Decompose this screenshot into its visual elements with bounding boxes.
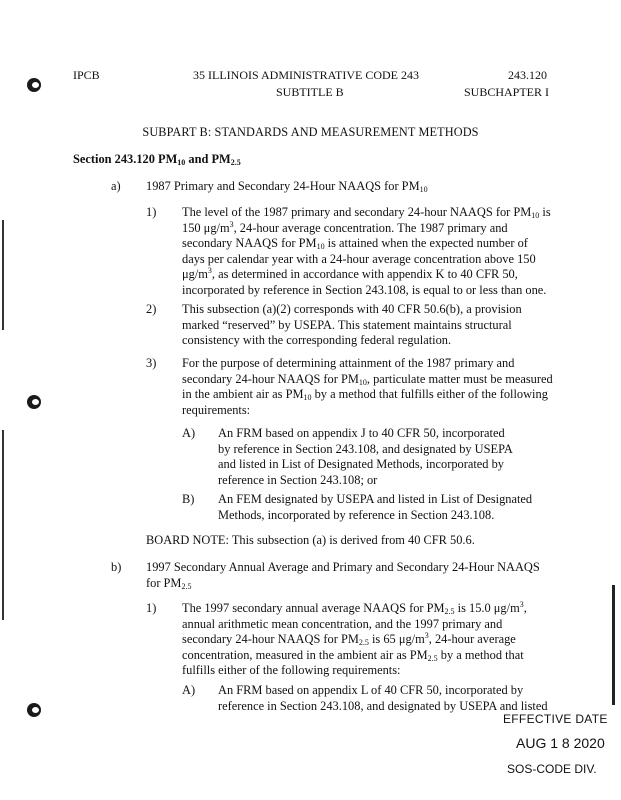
paragraph-a1-label: 1): [146, 205, 157, 219]
punch-hole-bottom: [27, 703, 41, 717]
paragraph-a3-label: 3): [146, 356, 157, 370]
item-b1A-label: A): [182, 683, 196, 697]
paragraph-a2-label: 2): [146, 302, 157, 316]
header-agency: IPCB: [73, 68, 100, 82]
paragraph-a3-text: For the purpose of determining attainment of the 1987 primary and secondary 24-hour NAAQS for $PM_{10}$, particulate matter must be measured in the ambient air as $PM_{10}$ by a method that fulfills either of the following requirements:: [182, 356, 553, 417]
item-a3A-text: An FRM based on appendix J to 40 CFR 50, incorporated by reference in Section 243.108, and designated by USEPA and listed in List of Designated Methods, incorporated by reference in Section 243.108; or: [218, 426, 513, 487]
effective-date-label: EFFECTIVE DATE: [503, 712, 608, 726]
subsection-a-label: a): [111, 179, 121, 193]
sos-code-div-label: SOS-CODE DIV.: [507, 762, 597, 776]
section-heading: Section 243.120 $PM_{10}$ and $PM_{2.5}$: [73, 152, 241, 167]
item-a3B-text: An FEM designated by USEPA and listed in List of Designated Methods, incorporated by reference in Section 243.108.: [218, 492, 533, 522]
subsection-b-label: b): [111, 560, 122, 574]
header-subtitle: SUBTITLE B: [276, 85, 344, 99]
subpart-title: SUBPART B: STANDARDS AND MEASUREMENT METHODS: [142, 125, 479, 139]
paragraph-b1-text: The 1997 secondary annual average NAAQS for $PM_{2.5}$ is 15.0 $\mu g/m^3$, annual arithmetic mean concentration, and the 1997 primary and secondary 24-hour NAAQS for $PM_{2.5}$ is 65 $\mu g/m^3$, 24-hour average concentration, measured in the ambient air as $PM_{2.5}$ by a method that fulfills either of the following requirements:: [182, 600, 527, 678]
board-note: BOARD NOTE: This subsection (a) is derived from 40 CFR 50.6.: [146, 533, 475, 547]
item-a3B-label: B): [182, 492, 195, 506]
punch-hole-middle: [27, 395, 41, 409]
item-a3A-label: A): [182, 426, 196, 440]
header-code-title: 35 ILLINOIS ADMINISTRATIVE CODE 243: [193, 68, 419, 82]
subsection-a-heading: 1987 Primary and Secondary 24-Hour NAAQS for $PM_{10}$: [146, 179, 428, 194]
subsection-b-heading: 1997 Secondary Annual Average and Primary and Secondary 24-Hour NAAQS for $PM_{2.5}$: [146, 560, 540, 591]
scan-edge-mark: [612, 585, 615, 705]
paragraph-a2-text: This subsection (a)(2) corresponds with 40 CFR 50.6(b), a provision marked “reserved” by USEPA. This statement maintains structural consistency with the corresponding federal regulation.: [182, 302, 522, 348]
effective-date-value: AUG 1 8 2020: [516, 735, 605, 751]
scan-edge-mark: [2, 220, 4, 330]
paragraph-b1-label: 1): [146, 601, 157, 615]
header-section-number: 243.120: [508, 68, 547, 82]
scan-edge-mark: [2, 430, 4, 620]
paragraph-a1-text: The level of the 1987 primary and secondary 24-hour NAAQS for $PM_{10}$ is 150 $\mu g/m^3$, 24-hour average concentration. The 1987 primary and secondary NAAQS for $PM_{10}$ is attained when the expected number of days per calendar year with a 24-hour average concentration above 150 $\mu g/m^3$, as determined in accordance with appendix K to 40 CFR 50, incorporated by reference in Section 243.108, is equal to or less than one.: [182, 205, 551, 297]
item-b1A-text: An FRM based on appendix L of 40 CFR 50, incorporated by reference in Section 243.108, and designated by USEPA and listed: [218, 683, 548, 713]
header-subchapter: SUBCHAPTER I: [464, 85, 550, 99]
punch-hole-top: [27, 78, 41, 92]
